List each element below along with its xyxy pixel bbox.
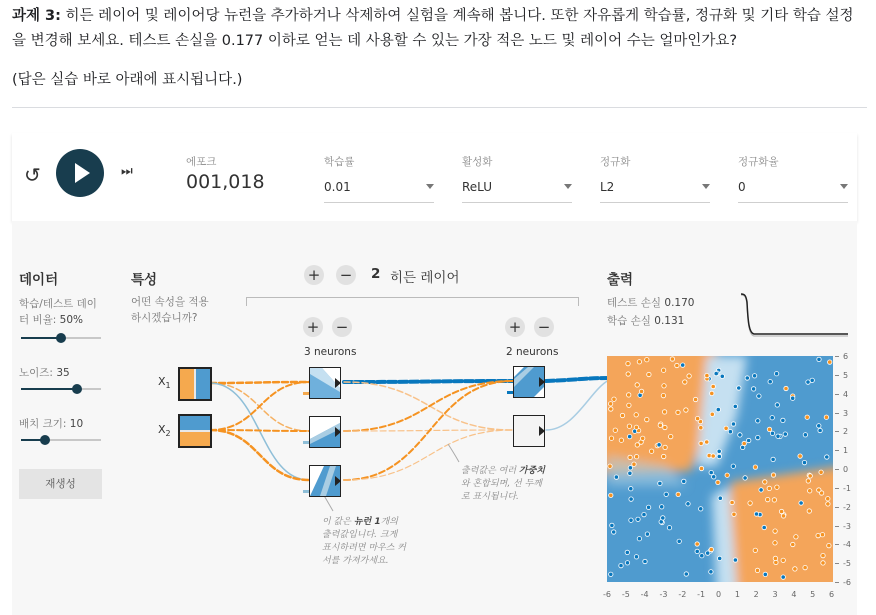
data-point <box>705 373 709 377</box>
data-point <box>634 455 638 459</box>
data-point <box>649 449 653 453</box>
data-point <box>645 417 649 421</box>
layer1-neurons-label: 3 neurons <box>304 346 357 358</box>
data-point <box>828 360 832 364</box>
link-x2-n1[interactable] <box>210 382 309 430</box>
y-tick-mark <box>835 450 839 451</box>
data-point <box>759 488 763 492</box>
ratio-value: 50% <box>59 314 83 326</box>
data-point <box>628 434 632 438</box>
x-tick-label: -1 <box>697 590 706 599</box>
data-point <box>825 455 829 459</box>
data-point <box>781 558 785 562</box>
link-n2-m1[interactable] <box>344 381 513 431</box>
y-tick-mark <box>835 375 839 376</box>
loss-curve-chart <box>738 292 850 342</box>
data-point <box>634 425 638 429</box>
y-tick-label: 5 <box>843 370 849 380</box>
data-point <box>675 363 679 367</box>
data-point <box>661 393 665 397</box>
reg-rate-label: 정규화율 <box>738 156 779 168</box>
feature-x1-node[interactable] <box>178 367 212 401</box>
data-point <box>757 394 761 398</box>
neuron-l2-2[interactable] <box>513 415 545 447</box>
data-point <box>662 410 666 414</box>
data-point <box>627 424 631 428</box>
data-point <box>626 361 630 365</box>
data-point <box>658 481 662 485</box>
data-point <box>767 427 771 431</box>
data-point <box>821 561 825 565</box>
note-pointer <box>448 444 459 462</box>
y-tick-mark <box>835 526 839 527</box>
y-tick-label: -2 <box>843 502 851 512</box>
data-point <box>806 380 810 384</box>
data-point <box>699 441 703 445</box>
data-point <box>728 430 732 434</box>
data-point <box>714 371 718 375</box>
data-point <box>821 553 825 557</box>
features-title: 특성 <box>131 272 158 288</box>
data-point <box>710 391 714 395</box>
data-point <box>612 530 616 534</box>
data-point <box>820 533 824 537</box>
data-point <box>662 454 666 458</box>
data-point <box>808 474 812 478</box>
data-point <box>803 433 807 437</box>
hidden-layers-bracket <box>246 297 579 306</box>
data-point <box>816 533 820 537</box>
data-point <box>609 572 613 576</box>
answer-hint: (답은 실습 바로 아래에 표시됩니다.) <box>12 72 243 88</box>
data-point <box>819 470 823 474</box>
neuron-l1-2[interactable] <box>309 416 341 448</box>
data-point <box>776 434 780 438</box>
data-point <box>762 525 766 529</box>
data-point <box>663 425 667 429</box>
data-point <box>661 516 665 520</box>
data-point <box>676 410 680 414</box>
add-layer-button[interactable]: + <box>304 265 324 285</box>
data-point <box>827 543 831 547</box>
data-point <box>627 403 631 407</box>
data-point <box>641 436 645 440</box>
learning-rate-value: 0.01 <box>324 180 351 194</box>
y-tick-mark <box>835 469 839 470</box>
y-tick-mark <box>835 413 839 414</box>
data-point <box>699 466 703 470</box>
data-point <box>613 428 617 432</box>
train-loss-line <box>741 295 848 336</box>
data-point <box>799 501 803 505</box>
data-point <box>771 473 775 477</box>
data-point <box>773 529 777 533</box>
data-point <box>771 457 775 461</box>
data-point <box>614 475 618 479</box>
data-point <box>637 537 641 541</box>
data-point <box>661 368 665 372</box>
data-point <box>628 466 632 470</box>
data-point <box>824 415 828 419</box>
reset-icon[interactable]: ↺ <box>24 163 41 187</box>
regularization-label: 정규화 <box>600 156 631 168</box>
x-tick-label: 2 <box>753 590 759 599</box>
data-point <box>730 500 734 504</box>
arrow-right-icon <box>335 427 341 437</box>
x-tick-label: -5 <box>621 590 630 599</box>
data-point <box>724 426 728 430</box>
y-tick-label: -1 <box>843 483 851 493</box>
data-point <box>745 376 749 380</box>
data-point <box>731 464 735 468</box>
data-point <box>733 404 737 408</box>
data-point <box>636 517 640 521</box>
data-point <box>773 556 777 560</box>
data-point <box>753 465 757 469</box>
data-point <box>818 428 822 432</box>
data-point <box>628 455 632 459</box>
data-point <box>766 497 770 501</box>
data-point <box>779 509 783 513</box>
data-point <box>775 485 779 489</box>
y-tick-label: 2 <box>843 427 849 437</box>
y-tick-mark <box>835 356 839 357</box>
y-tick-label: -6 <box>843 578 851 587</box>
data-title: 데이터 <box>19 272 59 288</box>
remove-layer-button[interactable]: − <box>336 265 356 285</box>
data-point <box>670 357 674 361</box>
data-point <box>748 501 752 505</box>
data-point <box>756 419 760 423</box>
layer-label: 히든 레이어 <box>390 270 460 286</box>
reg-rate-value: 0 <box>738 180 746 194</box>
data-point <box>807 509 811 513</box>
y-tick-label: 6 <box>843 352 849 361</box>
link-m2-out[interactable] <box>546 380 609 430</box>
y-tick-label: 1 <box>843 446 849 456</box>
y-tick-mark <box>835 582 839 583</box>
data-point <box>805 415 809 419</box>
feature-x2-node[interactable] <box>178 414 212 448</box>
data-point <box>717 449 721 453</box>
data-point <box>610 523 614 527</box>
output-title: 출력 <box>607 272 634 288</box>
link-x2-n3[interactable] <box>210 430 309 480</box>
feature-x1-label: $X_1$ <box>158 375 171 391</box>
x-tick-label: 1 <box>734 590 740 599</box>
data-point <box>770 416 774 420</box>
data-point <box>634 413 638 417</box>
neuron-l2-1[interactable] <box>513 366 545 398</box>
activation-value: ReLU <box>462 180 493 194</box>
data-point <box>803 565 807 569</box>
data-point <box>634 555 638 559</box>
data-point <box>743 476 747 480</box>
x-tick-label: -2 <box>678 590 687 599</box>
data-point <box>612 397 616 401</box>
data-point <box>775 403 779 407</box>
data-point <box>770 431 774 435</box>
x-tick-label: 0 <box>716 590 722 599</box>
add-neuron-button-layer1[interactable]: + <box>303 317 323 337</box>
data-point <box>817 424 821 428</box>
data-point <box>751 387 755 391</box>
data-point <box>699 426 703 430</box>
output-heatmap[interactable] <box>607 356 833 582</box>
data-point <box>620 413 624 417</box>
data-point <box>710 412 714 416</box>
data-point <box>767 486 771 490</box>
data-point <box>793 567 797 571</box>
data-point <box>660 505 664 509</box>
data-point <box>627 393 631 397</box>
data-point <box>608 402 612 406</box>
data-point <box>791 542 795 546</box>
data-point <box>768 380 772 384</box>
x-tick-label: 3 <box>772 590 778 599</box>
data-point <box>609 493 613 497</box>
data-point <box>731 422 735 426</box>
data-point <box>756 435 760 439</box>
data-point <box>628 471 632 475</box>
weights-note: 출력값은 여러 가중치 와 혼합되며, 선 두께 로 표시됩니다. <box>461 466 545 502</box>
data-point <box>755 568 759 572</box>
data-point <box>635 383 639 387</box>
arrow-right-icon <box>335 476 341 486</box>
test-loss: 테스트 손실 0.170 <box>607 297 695 309</box>
data-point <box>798 454 802 458</box>
data-point <box>705 440 709 444</box>
data-point <box>720 374 724 378</box>
data-point <box>681 363 685 367</box>
data-point <box>645 532 649 536</box>
data-point <box>808 489 812 493</box>
data-point <box>619 563 623 567</box>
ratio-label: 학습/테스트 데이터 비율: 50% <box>19 298 97 326</box>
data-point <box>802 460 806 464</box>
data-point <box>629 518 633 522</box>
data-point <box>658 423 662 427</box>
data-point <box>609 436 613 440</box>
data-point <box>752 374 756 378</box>
data-point <box>709 470 713 474</box>
remove-neuron-button-layer1[interactable]: − <box>332 317 352 337</box>
data-point <box>711 384 715 388</box>
data-point <box>717 454 721 458</box>
data-point <box>738 433 742 437</box>
add-neuron-button-layer2[interactable]: + <box>505 317 525 337</box>
y-tick-label: -4 <box>843 540 851 550</box>
data-point <box>625 550 629 554</box>
data-point <box>687 374 691 378</box>
link-m1-out[interactable] <box>546 378 609 381</box>
data-point <box>774 372 778 376</box>
neuron-note: 이 값은 뉴런 1개의 출력값입니다. 크게 표시하려면 마우스 커 서를 가져가세요. <box>322 517 406 566</box>
data-point <box>754 512 758 516</box>
data-point <box>625 561 629 565</box>
data-point <box>684 572 688 576</box>
data-point <box>662 384 666 388</box>
data-point <box>684 408 688 412</box>
data-point <box>683 380 687 384</box>
learning-rate-label: 학습률 <box>324 156 355 168</box>
data-point <box>772 498 776 502</box>
x-tick-label: -3 <box>659 590 668 599</box>
task-text: 히든 레이어 및 레이어당 뉴런을 추가하거나 삭제하여 실험을 계속해 봅니다. 또한 자유롭게 학습률, 정규화 및 기타 학습 설정을 변경해 보세요. 테스트 손실을 0.177 이하로 얻는 데 사용할 수 있는 가장 적은 노드 및 레이어 수는 얼마인가요? <box>12 8 854 49</box>
data-point <box>632 462 636 466</box>
data-point <box>664 492 668 496</box>
y-tick-label: -5 <box>843 559 851 569</box>
x-tick-label: 5 <box>810 590 816 599</box>
y-tick-mark <box>835 507 839 508</box>
data-point <box>643 559 647 563</box>
test-loss-value: 0.170 <box>664 297 695 309</box>
data-point <box>629 497 633 501</box>
data-point <box>686 502 690 506</box>
data-point <box>742 441 746 445</box>
data-point <box>695 549 699 553</box>
data-point <box>725 473 729 477</box>
data-point <box>709 547 713 551</box>
data-point <box>753 548 757 552</box>
data-point <box>657 443 661 447</box>
data-point <box>747 438 751 442</box>
y-tick-mark <box>835 431 839 432</box>
data-point <box>784 386 788 390</box>
data-point <box>712 475 716 479</box>
arrow-right-icon <box>539 426 545 436</box>
data-point <box>639 389 643 393</box>
data-point <box>619 438 623 442</box>
data-point <box>826 502 830 506</box>
data-point <box>794 535 798 539</box>
y-tick-label: 4 <box>843 389 849 399</box>
data-point <box>763 572 767 576</box>
data-point <box>699 507 703 511</box>
x-tick-label: 4 <box>791 590 797 599</box>
y-tick-mark <box>835 488 839 489</box>
neuron-l1-3[interactable] <box>309 465 341 497</box>
x-tick-label: -4 <box>640 590 649 599</box>
x-tick-label: -6 <box>603 590 611 599</box>
data-point <box>716 407 720 411</box>
layer-count: 2 <box>371 266 381 282</box>
data-point <box>629 487 633 491</box>
data-point <box>763 480 767 484</box>
y-tick-mark <box>835 563 839 564</box>
regularization-value: L2 <box>600 180 615 194</box>
train-loss: 학습 손실 0.131 <box>607 315 685 327</box>
data-point <box>663 445 667 449</box>
data-point <box>817 357 821 361</box>
data-point <box>645 358 649 362</box>
data-point <box>676 492 680 496</box>
data-point <box>709 570 713 574</box>
data-point <box>718 556 722 560</box>
data-point <box>711 454 715 458</box>
data-point <box>732 512 736 516</box>
data-point <box>669 434 673 438</box>
epoch-value: 001,018 <box>186 171 265 193</box>
arrow-right-icon <box>335 378 341 388</box>
data-point <box>781 514 785 518</box>
arrow-right-icon <box>539 377 545 387</box>
data-point <box>693 397 697 401</box>
data-point <box>706 551 710 555</box>
layer2-neurons-label: 2 neurons <box>506 346 559 358</box>
data-point <box>677 539 681 543</box>
neuron-l1-1[interactable] <box>309 367 341 399</box>
data-point <box>718 496 722 500</box>
train-loss-value: 0.131 <box>654 315 685 327</box>
y-tick-mark <box>835 544 839 545</box>
features-subtitle: 어떤 속성을 적용하시겠습니까? <box>131 296 209 324</box>
feature-x2-label: $X_2$ <box>158 423 171 439</box>
data-point <box>682 479 686 483</box>
data-point <box>695 416 699 420</box>
data-point <box>817 488 821 492</box>
y-tick-label: -3 <box>843 521 851 531</box>
data-point <box>700 554 704 558</box>
test-loss-line <box>741 294 848 334</box>
activation-label: 활성화 <box>462 156 493 168</box>
data-point <box>791 396 795 400</box>
task-label: 과제 3: <box>12 8 61 24</box>
data-point <box>810 378 814 382</box>
data-point <box>783 432 787 436</box>
data-point <box>646 505 650 509</box>
y-tick-label: 3 <box>843 408 849 418</box>
data-point <box>781 575 785 579</box>
data-point <box>626 372 630 376</box>
y-tick-label: 0 <box>843 465 849 474</box>
epoch-label: 에포크 <box>186 156 217 168</box>
data-point <box>733 558 737 562</box>
data-point <box>608 464 612 468</box>
remove-neuron-button-layer2[interactable]: − <box>534 317 554 337</box>
data-point <box>773 541 777 545</box>
data-point <box>737 386 741 390</box>
data-point <box>609 407 613 411</box>
data-point <box>806 479 810 483</box>
regenerate-button[interactable]: 재생성 <box>19 469 102 499</box>
data-point <box>695 542 699 546</box>
data-point <box>637 360 641 364</box>
data-point <box>642 512 646 516</box>
step-icon[interactable]: ⏭ <box>121 164 133 179</box>
data-point <box>826 497 830 501</box>
data-point <box>716 480 720 484</box>
x-tick-label: 6 <box>829 590 835 599</box>
batch-value: 10 <box>69 418 84 430</box>
data-point <box>647 372 651 376</box>
batch-label: 배치 크기: 10 <box>19 418 84 430</box>
data-point <box>667 526 671 530</box>
noise-value: 35 <box>56 367 70 379</box>
data-point <box>781 418 785 422</box>
noise-label: 노이즈: 35 <box>19 367 70 379</box>
y-tick-mark <box>835 394 839 395</box>
